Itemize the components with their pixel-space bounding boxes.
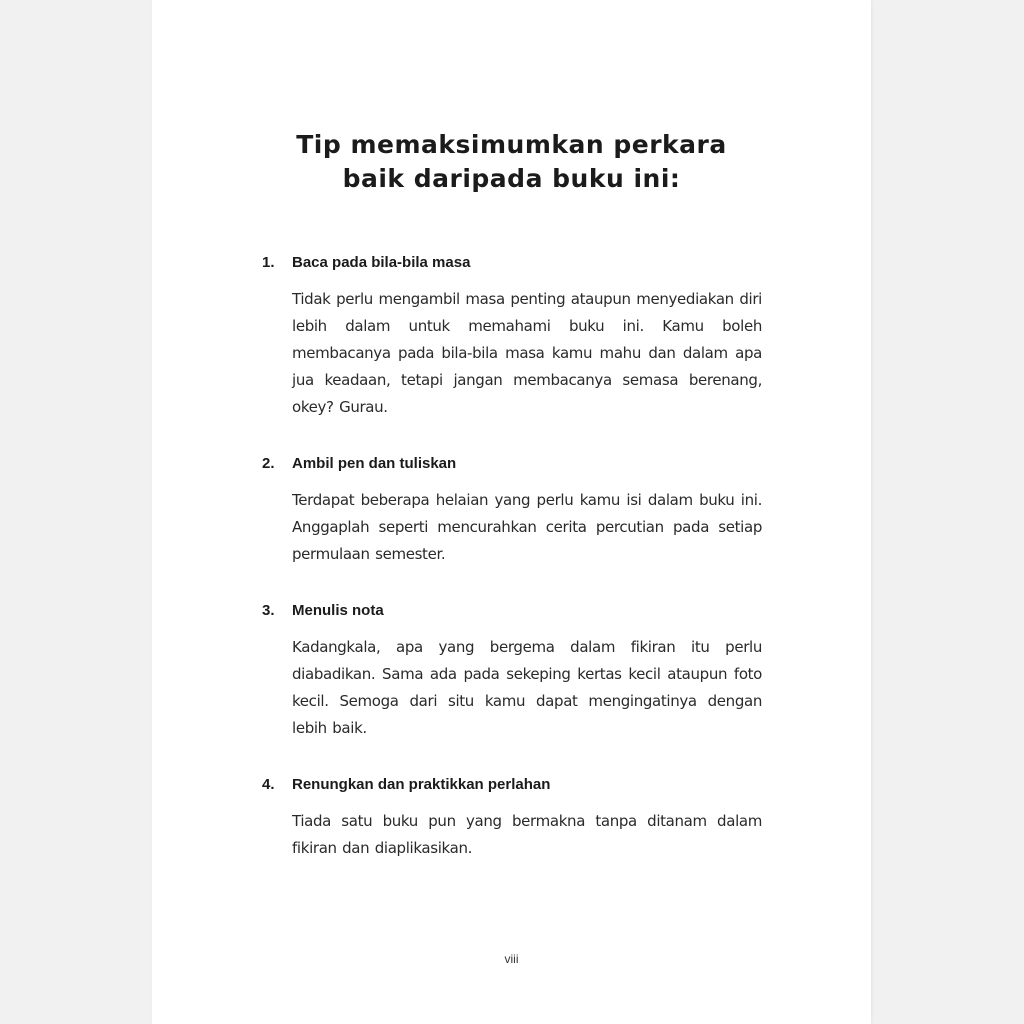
tip-number: 3. <box>262 602 275 619</box>
tip-body: Kadangkala, apa yang bergema dalam fikiran itu perlu diabadikan. Sama ada pada sekeping kertas kecil ataupun foto kecil. Semoga dari situ kamu dapat mengingatinya dengan lebih baik. <box>292 638 762 737</box>
tip-body: Terdapat beberapa helaian yang perlu kamu isi dalam buku ini. Anggaplah seperti mencurahkan cerita percutian pada setiap permulaan semester. <box>292 491 762 563</box>
tip-number: 2. <box>262 455 275 472</box>
book-page <box>152 0 871 1024</box>
tip-item <box>262 600 762 742</box>
page-title <box>152 128 871 196</box>
tip-heading <box>262 774 762 796</box>
page-number: viii <box>504 952 519 966</box>
tip-heading-text: Ambil pen dan tuliskan <box>292 455 457 472</box>
tips-list <box>262 252 762 894</box>
tip-heading <box>262 453 762 475</box>
tip-item <box>262 774 762 862</box>
tip-body: Tidak perlu mengambil masa penting ataupun menyediakan diri lebih dalam untuk memahami buku ini. Kamu boleh membacanya pada bila-bila masa kamu mahu dan dalam apa jua keadaan, tetapi jangan membacanya semasa berenang, okey? Gurau. <box>292 290 762 416</box>
title-line-1: Tip memaksimumkan perkara <box>296 130 727 159</box>
title-line-2: baik daripada buku ini: <box>342 164 681 193</box>
tip-number: 4. <box>262 776 275 793</box>
tip-heading <box>262 252 762 274</box>
tip-item <box>262 453 762 568</box>
tip-heading-text: Baca pada bila-bila masa <box>292 254 471 271</box>
tip-heading-text: Renungkan dan praktikkan perlahan <box>292 776 551 793</box>
tip-body: Tiada satu buku pun yang bermakna tanpa ditanam dalam fikiran dan diaplikasikan. <box>292 812 762 857</box>
tip-heading <box>262 600 762 622</box>
tip-heading-text: Menulis nota <box>292 602 384 619</box>
tip-item <box>262 252 762 421</box>
tip-number: 1. <box>262 254 275 271</box>
